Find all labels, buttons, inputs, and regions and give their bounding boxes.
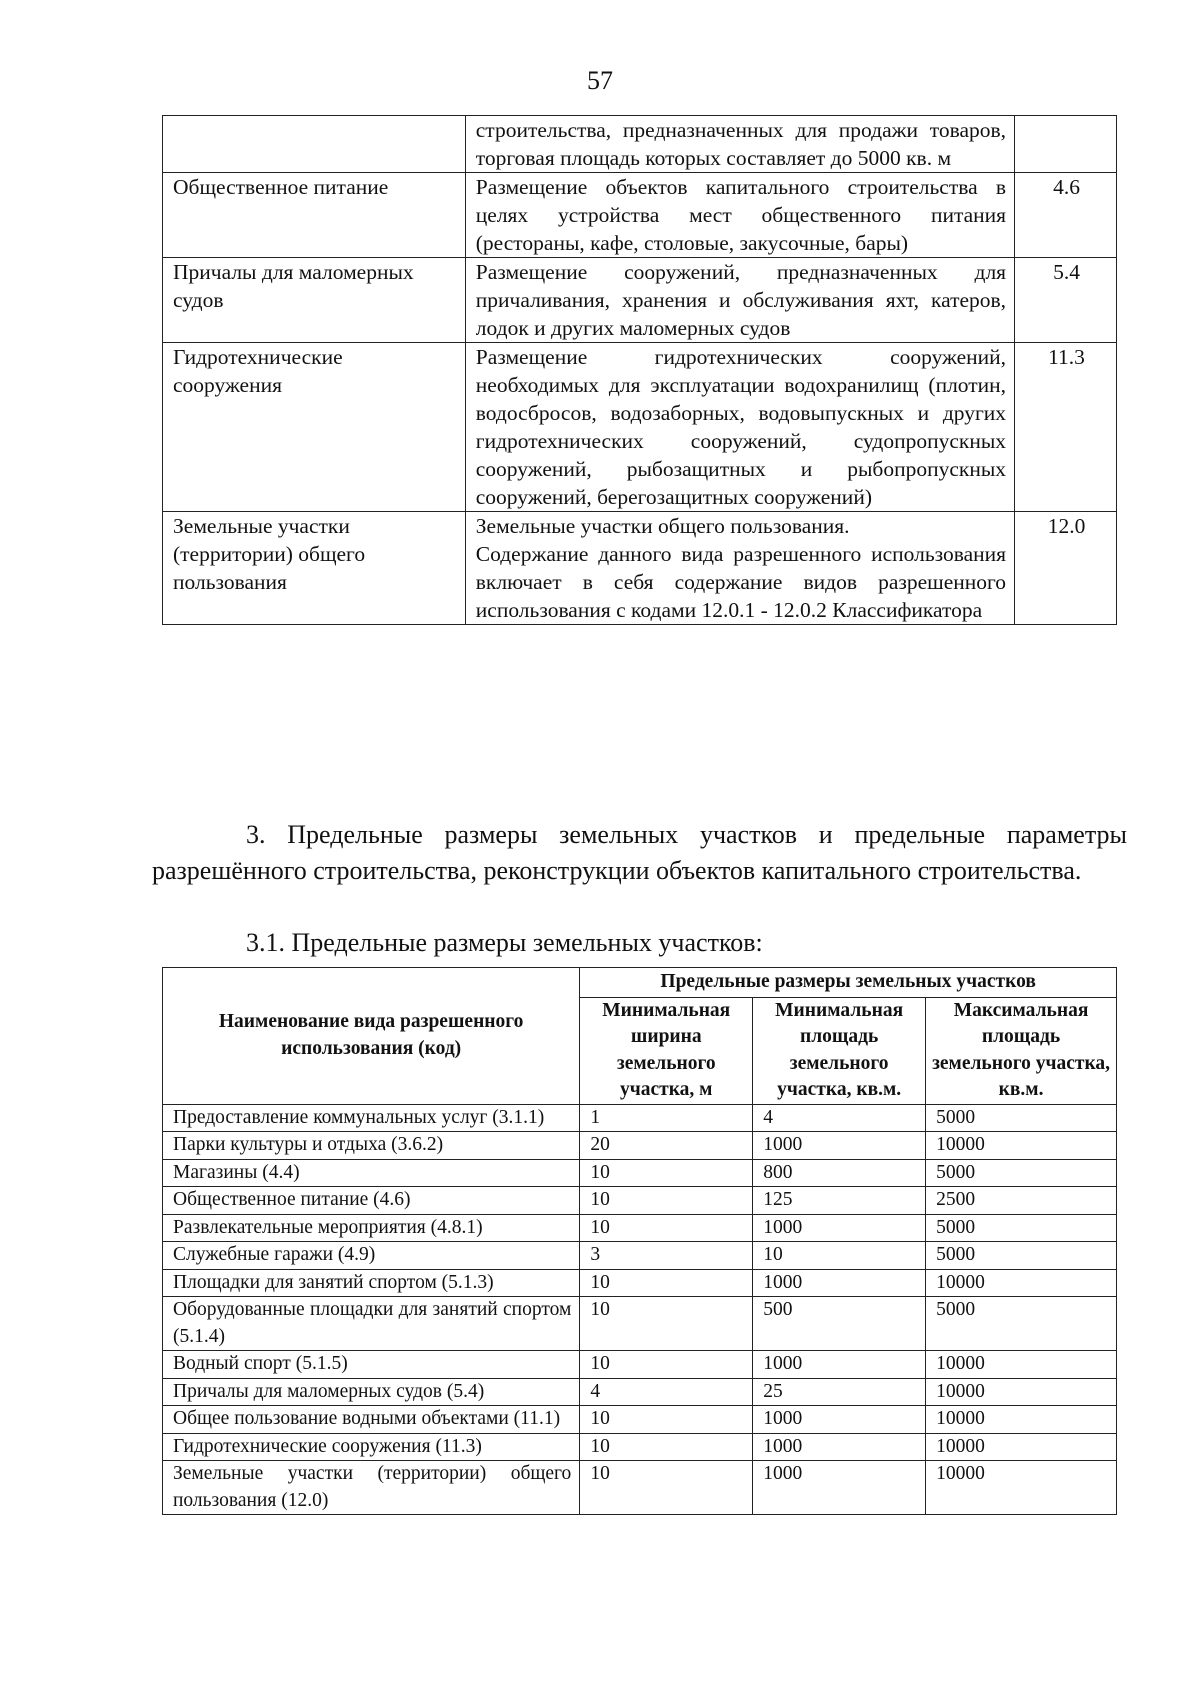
use-name-cell: Развлекательные мероприятия (4.8.1) (163, 1214, 580, 1242)
use-description-cell: Размещение гидротехнических сооружений, необходимых для эксплуатации водохранилищ (плотин, водосбросов, водозаборных, водовыпускных и других гидротехнических сооружений, судопропускных сооружений, рыбозащитных и рыбопропускных сооружений, берегозащитных сооружений) (465, 343, 1014, 512)
use-code-cell (1015, 116, 1117, 173)
use-name-cell: Парки культуры и отдыха (3.6.2) (163, 1132, 580, 1160)
use-description-detail: Содержание данного вида разрешенного использования включает в себя содержание видов разрешенного использования с кодами 12.0.1 - 12.0.2 Классификатора (475, 542, 1007, 622)
min-area-cell: 1000 (753, 1406, 926, 1434)
use-code-cell: 4.6 (1015, 173, 1117, 258)
table-row (163, 1214, 1117, 1242)
table-row (163, 1159, 1117, 1187)
min-area-cell: 1000 (753, 1132, 926, 1160)
table-row (163, 1351, 1117, 1379)
min-width-cell: 10 (580, 1461, 753, 1515)
max-area-cell: 10000 (926, 1433, 1117, 1461)
min-width-cell: 10 (580, 1297, 753, 1351)
table-row (163, 1269, 1117, 1297)
min-area-cell: 800 (753, 1159, 926, 1187)
use-name-cell: Общее пользование водными объектами (11.1) (163, 1406, 580, 1434)
use-name-cell: Магазины (4.4) (163, 1159, 580, 1187)
min-width-cell: 1 (580, 1104, 753, 1132)
max-area-cell: 10000 (926, 1132, 1117, 1160)
page-number: 57 (587, 66, 613, 95)
table-row (163, 116, 1117, 173)
land-plot-size-limits-table (162, 967, 1117, 1515)
use-name-cell (163, 116, 466, 173)
column-group-header: Предельные размеры земельных участков (580, 968, 1117, 998)
max-area-cell: 5000 (926, 1214, 1117, 1242)
use-name-cell: Общественное питание (4.6) (163, 1187, 580, 1215)
max-area-cell: 10000 (926, 1351, 1117, 1379)
use-code-cell: 11.3 (1015, 343, 1117, 512)
land-use-types-table (162, 115, 1117, 625)
min-area-cell: 1000 (753, 1351, 926, 1379)
min-width-cell: 10 (580, 1159, 753, 1187)
max-area-cell: 2500 (926, 1187, 1117, 1215)
max-area-cell: 10000 (926, 1461, 1117, 1515)
use-name-cell: Предоставление коммунальных услуг (3.1.1) (163, 1104, 580, 1132)
min-area-cell: 1000 (753, 1269, 926, 1297)
min-width-cell: 10 (580, 1433, 753, 1461)
min-width-cell: 10 (580, 1351, 753, 1379)
use-description-line: Земельные участки общего пользования. (475, 514, 850, 538)
use-name-cell: Общественное питание (163, 173, 466, 258)
section-heading: 3. Предельные размеры земельных участков и предельные параметры разрешённого строительства, реконструкции объектов капитального строительства. (152, 820, 1127, 885)
table-body (163, 1104, 1117, 1515)
use-description-cell: Размещение сооружений, предназначенных для причаливания, хранения и обслуживания яхт, катеров, лодок и других маломерных судов (465, 258, 1014, 343)
min-width-cell: 10 (580, 1406, 753, 1434)
use-code-cell: 12.0 (1015, 512, 1117, 625)
min-area-cell: 1000 (753, 1461, 926, 1515)
use-name-cell: Служебные гаражи (4.9) (163, 1242, 580, 1270)
table-row (163, 173, 1117, 258)
use-name-cell: Оборудованные площадки для занятий спортом (5.1.4) (163, 1297, 580, 1351)
use-name-cell: Гидротехнические сооружения (163, 343, 466, 512)
use-code-cell: 5.4 (1015, 258, 1117, 343)
use-name-cell: Причалы для маломерных судов (163, 258, 466, 343)
column-header-min-width: Минимальная ширина земельного участка, м (580, 997, 753, 1104)
table-row (163, 1461, 1117, 1515)
table-row (163, 512, 1117, 625)
max-area-cell: 5000 (926, 1297, 1117, 1351)
min-area-cell: 1000 (753, 1214, 926, 1242)
max-area-cell: 10000 (926, 1406, 1117, 1434)
use-name-cell: Земельные участки (территории) общего пользования (163, 512, 466, 625)
max-area-cell: 5000 (926, 1159, 1117, 1187)
use-name-cell: Гидротехнические сооружения (11.3) (163, 1433, 580, 1461)
table-row (163, 1242, 1117, 1270)
min-area-cell: 10 (753, 1242, 926, 1270)
table-row (163, 1297, 1117, 1351)
table-row (163, 1433, 1117, 1461)
min-width-cell: 4 (580, 1378, 753, 1406)
column-header-min-area: Минимальная площадь земельного участка, кв.м. (753, 997, 926, 1104)
table-row (163, 258, 1117, 343)
min-width-cell: 10 (580, 1214, 753, 1242)
table-row (163, 1132, 1117, 1160)
use-description-cell: Размещение объектов капитального строительства в целях устройства мест общественного питания (рестораны, кафе, столовые, закусочные, бары) (465, 173, 1014, 258)
use-name-cell: Земельные участки (территории) общего пользования (12.0) (163, 1461, 580, 1515)
use-description-cell (465, 512, 1014, 625)
use-name-cell: Площадки для занятий спортом (5.1.3) (163, 1269, 580, 1297)
min-width-cell: 20 (580, 1132, 753, 1160)
max-area-cell: 10000 (926, 1269, 1117, 1297)
min-area-cell: 4 (753, 1104, 926, 1132)
min-area-cell: 500 (753, 1297, 926, 1351)
table-row (163, 1104, 1117, 1132)
table-row (163, 1187, 1117, 1215)
use-description-cell: строительства, предназначенных для продажи товаров, торговая площадь которых составляет до 5000 кв. м (465, 116, 1014, 173)
min-area-cell: 1000 (753, 1433, 926, 1461)
max-area-cell: 5000 (926, 1104, 1117, 1132)
min-width-cell: 10 (580, 1269, 753, 1297)
column-header-max-area: Максимальная площадь земельного участка, кв.м. (926, 997, 1117, 1104)
min-area-cell: 125 (753, 1187, 926, 1215)
min-width-cell: 10 (580, 1187, 753, 1215)
table-row (163, 1378, 1117, 1406)
min-area-cell: 25 (753, 1378, 926, 1406)
max-area-cell: 10000 (926, 1378, 1117, 1406)
max-area-cell: 5000 (926, 1242, 1117, 1270)
table-row (163, 343, 1117, 512)
column-header-use-name: Наименование вида разрешенного использования (код) (163, 968, 580, 1105)
use-name-cell: Причалы для маломерных судов (5.4) (163, 1378, 580, 1406)
min-width-cell: 3 (580, 1242, 753, 1270)
table-row (163, 1406, 1117, 1434)
subsection-heading: 3.1. Предельные размеры земельных участков: (246, 928, 763, 957)
table-header-row (163, 968, 1117, 998)
use-name-cell: Водный спорт (5.1.5) (163, 1351, 580, 1379)
